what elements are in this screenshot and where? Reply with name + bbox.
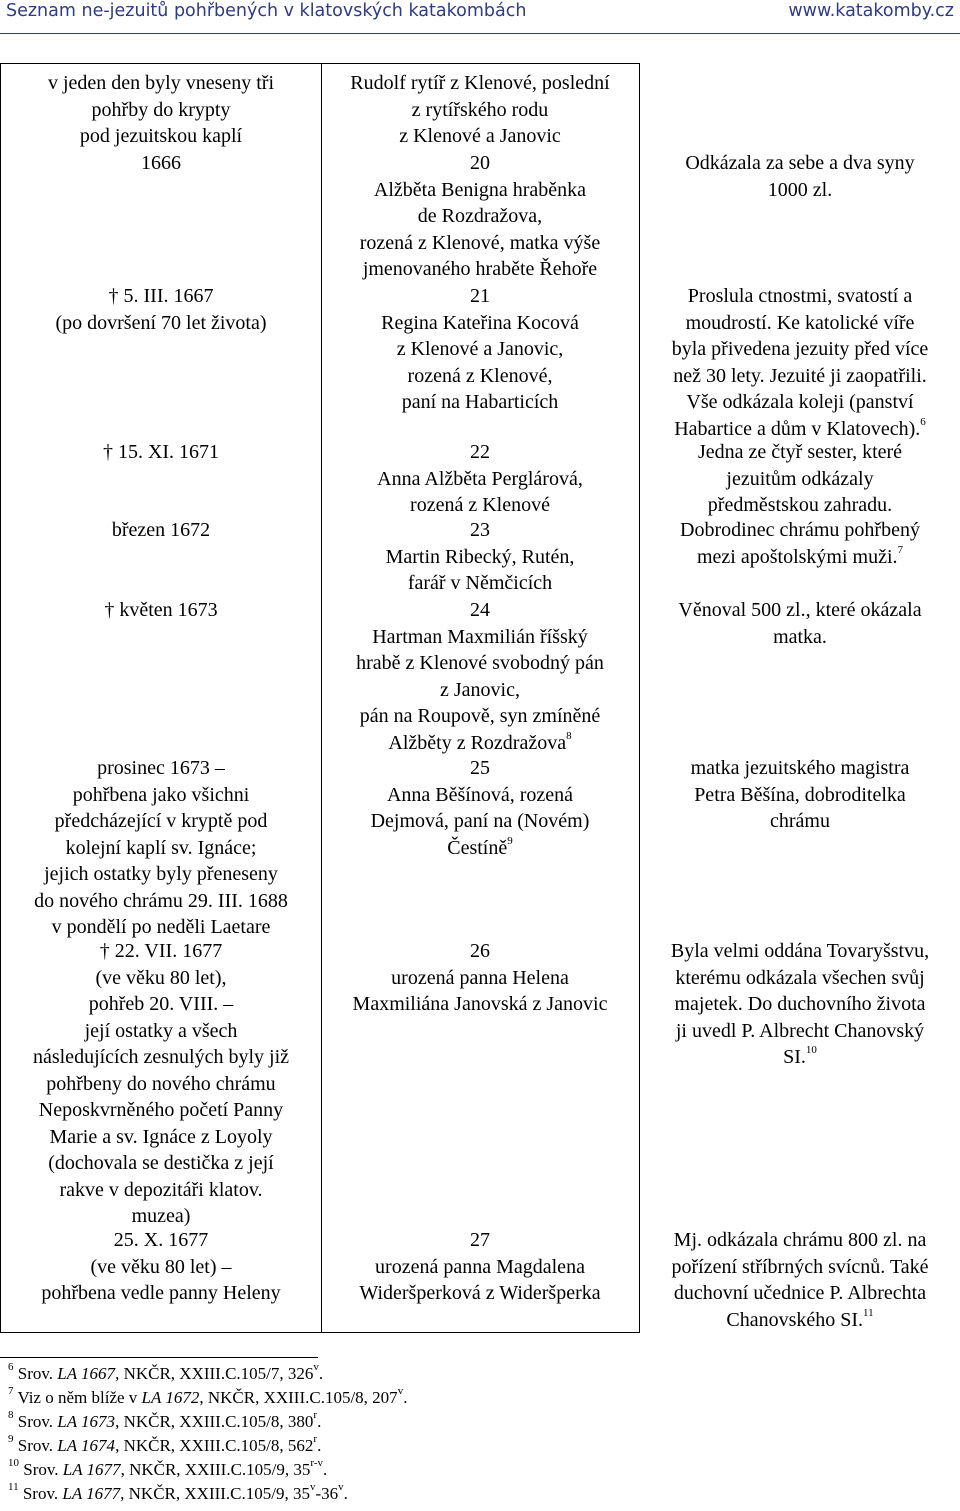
table-cell-person: 27 urozená panna Magdalena Wideršperková z Wideršperka [359,1229,601,1304]
footnote-ref: 8 [566,729,572,742]
table-cell-person: 26 urozená panna Helena Maxmiliána Janovská z Janovic [352,940,608,1015]
footnote-text: , NKČR, XXIII.C.105/8, 207 [199,1388,398,1407]
footnote-text: . [343,1484,348,1503]
table-cell-person: 22 Anna Alžběta Perglárová, rozená z Klenové [377,441,583,516]
table-cell-note: Věnoval 500 zl., které okázala matka. [678,599,922,648]
table-cell-person [324,597,636,756]
folio-side: v [338,1481,344,1494]
table-cell-date: † 5. III. 1667 (po dovršení 70 let života) [55,285,267,334]
table-cell-note [642,938,958,1071]
table-cell-person: Rudolf rytíř z Klenové, poslední z rytířského rodu z Klenové a Janovic [350,72,610,147]
table-cell-date: prosinec 1673 – pohřbena jako všichni předcházející v kryptě pod kolejní kaplí sv. Ignáce; jejich ostatky byly přeneseny do nového chrámu 29. III. 1688 v pondělí po neděli Laetare [34,757,288,938]
table-column-divider [321,63,322,1333]
footnote [8,1433,322,1456]
table-cell-date: † květen 1673 [104,599,218,621]
note-text: Proslula ctnostmi, svatostí a moudrostí. Ke katolické víře byla přivedena jezuity před více než 30 lety. Jezuité ji zaopatřili. Vše odkázala koleji (panství Habartice a dům v Klatovech). [671,285,929,440]
footnote [8,1385,408,1408]
table-column-divider [639,63,640,1333]
footnote-number: 11 [8,1481,19,1494]
header-url[interactable]: www.katakomby.cz [788,1,954,21]
footnote-source: LA 1667 [57,1364,116,1383]
table-cell-person: 23 Martin Ribecký, Rutén, farář v Němčicích [385,519,575,594]
table-cell-note [642,1227,958,1333]
table-cell-date: v jeden den byly vneseny tři pohřby do krypty pod jezuitskou kaplí [47,72,275,147]
footnote-ref: 9 [507,834,513,847]
footnote-text: , NKČR, XXIII.C.105/7, 326 [115,1364,314,1383]
footnote-ref: 7 [897,543,904,556]
table-border-top [0,63,639,64]
footnote-text: , NKČR, XXIII.C.105/9, 35 [120,1460,311,1479]
table-cell-date: † 15. XI. 1671 [102,441,220,463]
footnote-text: Viz o něm blíže v [17,1388,142,1407]
table-cell-note: Jedna ze čtyř sester, které jezuitům odkázaly předměstskou zahradu. [697,441,903,516]
folio-side: v [397,1385,404,1398]
footnote-source: LA 1677 [62,1460,121,1479]
footnote-ref: 6 [920,415,926,428]
footnote-text: Srov. [22,1484,63,1503]
folio-side: r-v [310,1457,324,1470]
footnote-text: . [403,1388,408,1407]
footnote-text: . [318,1364,324,1383]
note-text: Mj. odkázala chrámu 800 zl. na pořízení stříbrných svícnů. Také duchovní učednice P. Albrechta Chanovského SI. [671,1229,929,1331]
footnote-source: LA 1677 [62,1484,121,1503]
table-cell-note [642,283,958,442]
folio-side: v [310,1481,316,1494]
footnote-number: 7 [8,1385,14,1398]
note-text: Dobrodinec chrámu pohřbený mezi apoštolskými muži. [680,519,920,568]
folio-side: v [313,1361,319,1374]
table-cell-date: březen 1672 [111,519,211,541]
table-border-bottom [0,1332,639,1333]
folio-side: r [313,1409,318,1422]
header-title: Seznam ne-jezuitů pohřbených v klatovských katakombách [6,1,527,21]
folio-side: r [313,1433,318,1446]
footnote-text: Srov. [17,1364,58,1383]
table-cell-date: † 22. VII. 1677 (ve věku 80 let), pohřeb 20. VIII. – její ostatky a všech následujících zesnulých byly již pohřbeny do nového chrámu Neposkvrněného početí Panny Marie a sv. Ignáce z Loyoly (dochovala se destička z její rakve v depozitáři klatov. muzea) [32,940,290,1227]
footnote [8,1481,348,1504]
footnote-number: 10 [8,1457,19,1470]
footnote-source: LA 1672 [141,1388,200,1407]
footnote-source: LA 1674 [57,1436,116,1455]
footnote-number: 8 [8,1409,14,1422]
footnote-ref: 11 [863,1306,874,1319]
footnote-text: Srov. [23,1460,63,1479]
table-cell-note: Odkázala za sebe a dva syny 1000 zl. [685,152,915,201]
table-cell-note: matka jezuitského magistra Petra Běšína, dobroditelka chrámu [690,757,910,832]
table-cell-person: 20 Alžběta Benigna hraběnka de Rozdražova, rozená z Klenové, matka výše jmenovaného hraběte Řehoře [359,152,601,280]
footnote-text: , NKČR, XXIII.C.105/9, 35 [120,1484,310,1503]
footnote-text: Srov. [17,1412,58,1431]
table-cell-date: 25. X. 1677 (ve věku 80 let) – pohřbena vedle panny Heleny [41,1229,281,1304]
footnote-separator [0,1357,318,1358]
footnote-text: , NKČR, XXIII.C.105/8, 562 [115,1436,314,1455]
footnote-source: LA 1673 [57,1412,116,1431]
table-cell-note [642,517,958,570]
table-border-left [0,63,1,1333]
table-cell-date: 1666 [141,152,181,174]
footnote-text: . [317,1412,322,1431]
person-text: 25 Anna Běšínová, rozená Dejmová, paní na (Novém) Čestíně [370,757,590,859]
footnote [8,1409,322,1432]
table-cell-person [324,755,636,861]
footnote-number: 9 [8,1433,14,1446]
person-text: 24 Hartman Maxmilián říšský hrabě z Klenové svobodný pán z Janovic, pán na Roupově, syn zmíněné Alžběty z Rozdražova [356,599,604,754]
footnote-text: . [323,1460,328,1479]
footnote-text: , NKČR, XXIII.C.105/8, 380 [115,1412,314,1431]
footnote-ref: 10 [805,1044,817,1057]
footnote [8,1457,328,1480]
footnote-text: Srov. [17,1436,58,1455]
note-text: Byla velmi oddána Tovaryšstvu, kterému odkázala všechen svůj majetek. Do duchovního života ji uvedl P. Albrecht Chanovský SI. [670,940,930,1068]
footnote-text: . [317,1436,322,1455]
footnote [8,1361,324,1384]
table-cell-person: 21 Regina Kateřina Kocová z Klenové a Janovic, rozená z Klenové, paní na Habarticích [381,285,579,413]
footnote-number: 6 [8,1361,14,1374]
footnote-text: -36 [315,1484,339,1503]
